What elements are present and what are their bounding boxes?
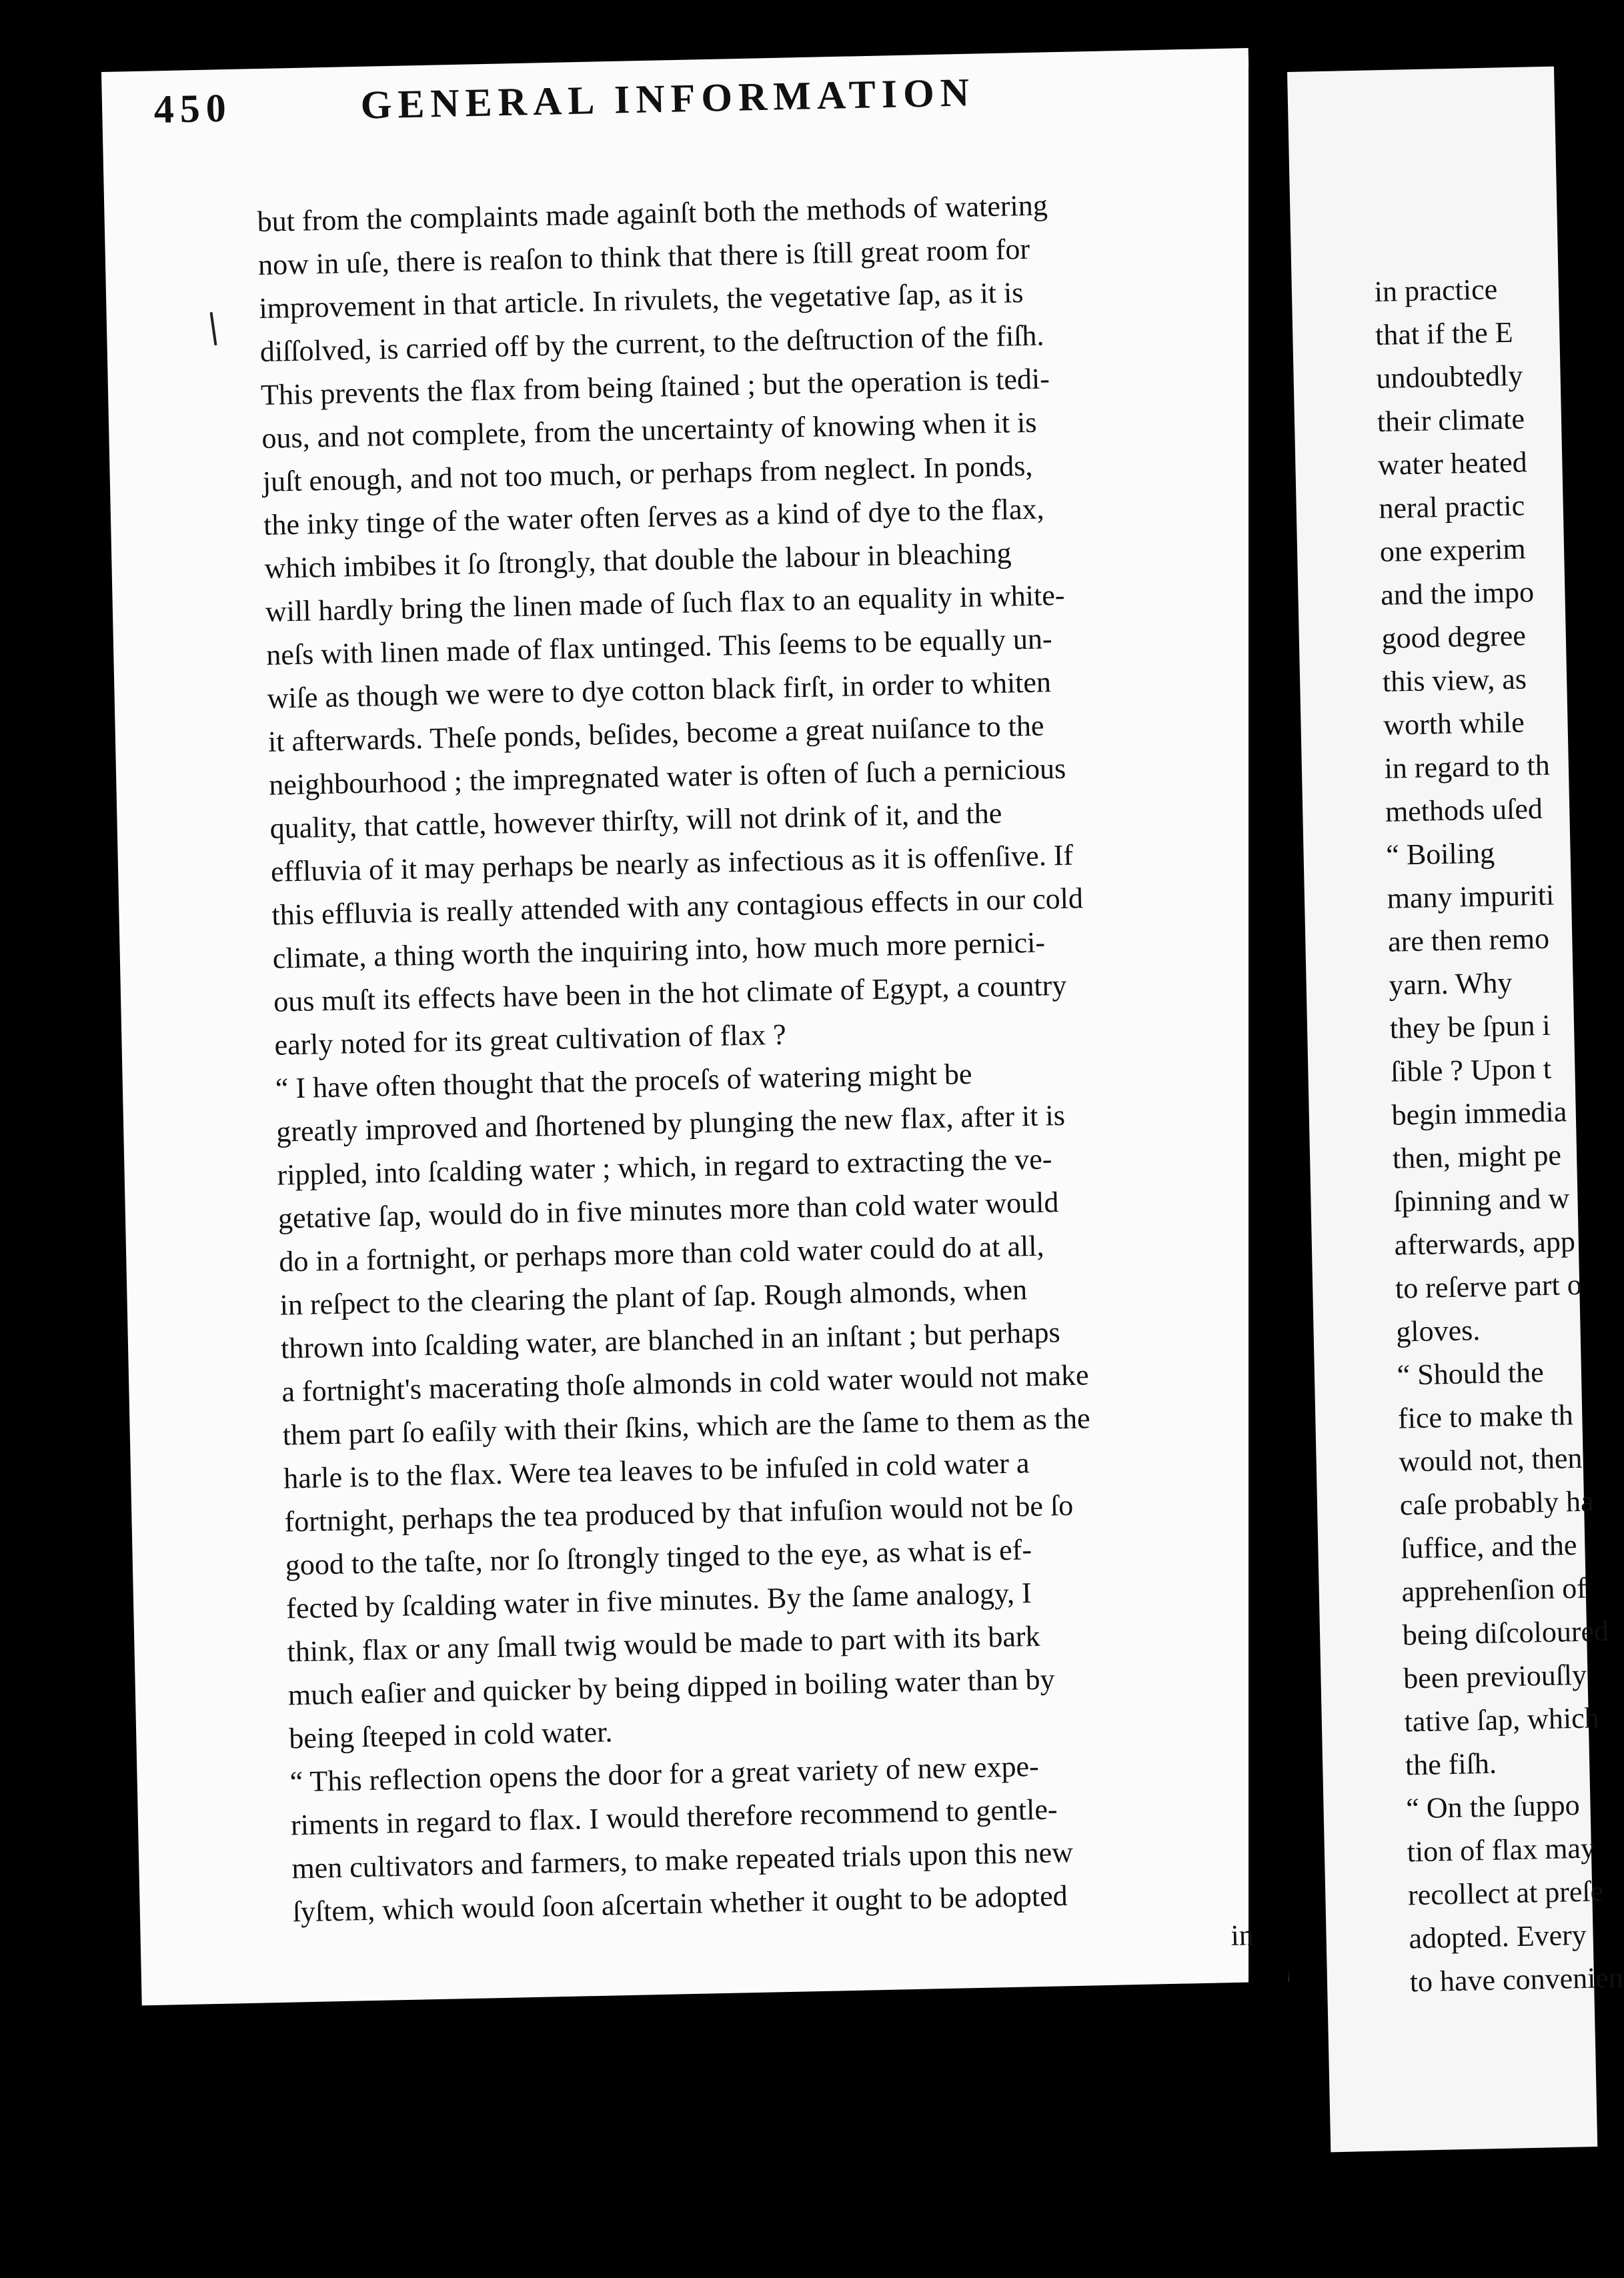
right-page-text [1374, 267, 1624, 2004]
text-line: riments in regard to flax. I would therefore recommend to gentle- [290, 1793, 1058, 1842]
text-line: “ I have often thought that the proceſs of watering might be [275, 1057, 972, 1105]
text-line: juſt enough, and not too much, or perhaps from neglect. In ponds, [262, 449, 1033, 498]
text-line: effluvia of it may perhaps be nearly as infectious as it is offenſive. If [270, 838, 1074, 888]
text-line: to reſerve part o [1395, 1268, 1583, 1305]
text-line: will hardly bring the linen made of ſuch flax to an equality in white- [265, 578, 1065, 628]
running-head-title: GENERAL INFORMATION [359, 70, 976, 127]
text-line: ſible ? Upon t [1390, 1052, 1552, 1088]
text-line: neighbourhood ; the impregnated water is often of ſuch a pernicious [268, 752, 1066, 802]
text-line: are then remo [1387, 922, 1550, 958]
text-line: would not, then [1398, 1441, 1583, 1478]
text-line: This prevents the flax from being ſtained ; but the operation is tedi- [260, 362, 1050, 411]
text-line: good degree [1381, 619, 1527, 655]
text-line: begin immedia [1391, 1095, 1567, 1132]
text-line: much eaſier and quicker by being dipped in boiling water than by [287, 1662, 1056, 1712]
text-line: their climate [1377, 402, 1525, 438]
text-line: one experim [1379, 532, 1527, 568]
text-line: tion of flax may [1407, 1831, 1596, 1869]
text-line: neſs with linen made of flax untinged. This ſeems to be equally un- [265, 622, 1052, 672]
text-line: them part ſo eaſily with their ſkins, which are the ſame to them as the [282, 1402, 1090, 1452]
text-line: climate, a thing worth the inquiring into, how much more pernici- [272, 926, 1046, 975]
text-line: caſe probably ha [1399, 1484, 1594, 1522]
text-line: do in a fortnight, or perhaps more than cold water could do at all, [278, 1229, 1044, 1278]
left-page-text [257, 179, 1267, 1977]
text-line: now in uſe, there is reaſon to think that there is ſtill great room for [257, 232, 1030, 281]
text-line: ſyſtem, which would ſoon aſcertain whether it ought to be adopted [292, 1879, 1068, 1929]
text-line: “ On the ſuppo [1405, 1789, 1581, 1825]
text-line: afterwards, app [1394, 1225, 1576, 1262]
text-line: that if the E [1375, 315, 1514, 351]
text-line: tative ſap, which [1404, 1701, 1600, 1739]
text-line: then, might pe [1392, 1138, 1562, 1175]
text-line: the inky tinge of the water often ſerves as a kind of dye to the flax, [263, 492, 1044, 541]
text-line: harle is to the flax. Were tea leaves to be infuſed in cold water a [283, 1446, 1030, 1495]
text-line: fortnight, perhaps the tea produced by that infuſion would not be ſo [284, 1488, 1074, 1538]
page-number: 450 [153, 85, 233, 131]
text-line: good to the taſte, nor ſo ſtrongly tinged to the eye, as what is ef- [285, 1533, 1032, 1582]
text-line: early noted for its great cultivation of flax ? [274, 1018, 787, 1062]
text-line: “ This reflection opens the door for a great variety of new expe- [289, 1749, 1040, 1799]
text-line: to have convenien [1409, 1961, 1624, 1999]
text-line: recollect at preſe [1407, 1875, 1604, 1912]
text-line: quality, that cattle, however thirſty, will not drink of it, and the [269, 796, 1002, 845]
text-line: many impuriti [1387, 878, 1555, 915]
text-line: adopted. Every [1408, 1918, 1587, 1955]
text-line: rippled, into ſcalding water ; which, in regard to extracting the ve- [277, 1142, 1052, 1192]
text-line: it afterwards. Theſe ponds, beſides, become a great nuiſance to the [267, 709, 1044, 758]
text-line: in practice [1374, 273, 1498, 308]
catchword: in [1231, 1919, 1255, 1952]
text-line: ſpinning and w [1393, 1182, 1570, 1218]
text-line: think, flax or any ſmall twig would be made to part with its bark [287, 1619, 1040, 1668]
text-line: “ Boiling [1385, 836, 1495, 872]
text-line: apprehenſion of [1401, 1571, 1587, 1608]
text-line: which imbibes it ſo ſtrongly, that double the labour in bleaching [264, 536, 1012, 585]
text-line: getative ſap, would do in five minutes more than cold water would [277, 1186, 1059, 1235]
text-line: wiſe as though we were to dye cotton black firſt, in order to whiten [267, 666, 1052, 715]
text-line: diſſolved, is carried off by the current, to the deſtruction of the fiſh. [259, 319, 1044, 368]
text-line: a fortnight's macerating thoſe almonds in cold water would not make [281, 1358, 1089, 1408]
text-line: being diſcoloured [1402, 1614, 1609, 1652]
text-line: ous, and not complete, from the uncertainty of knowing when it is [261, 405, 1037, 455]
text-line: methods uſed [1385, 792, 1543, 828]
text-line: but from the complaints made againſt both the methods of watering [257, 189, 1048, 238]
text-line: ous muſt its effects have been in the hot climate of Egypt, a country [273, 968, 1067, 1018]
text-line: this view, as [1382, 662, 1527, 698]
text-line: neral practic [1378, 489, 1525, 525]
text-line: fice to make th [1397, 1398, 1574, 1435]
text-line: and the impo [1380, 576, 1535, 612]
text-line: being ſteeped in cold water. [288, 1715, 613, 1755]
text-line: greatly improved and ſhortened by plunging the new flax, after it is [275, 1098, 1066, 1148]
text-line: water heated [1377, 445, 1528, 481]
text-line: the fiſh. [1405, 1747, 1497, 1782]
text-line: gloves. [1395, 1314, 1481, 1348]
text-line: been previouſly [1403, 1658, 1587, 1695]
text-line: in regard to th [1384, 748, 1551, 785]
text-line: they be ſpun i [1389, 1008, 1551, 1045]
text-line: in reſpect to the clearing the plant of ſap. Rough almonds, when [279, 1273, 1028, 1322]
text-line: “ Should the [1397, 1356, 1545, 1392]
text-line: improvement in that article. In rivulets, the vegetative ſap, as it is [258, 275, 1024, 325]
text-line: this effluvia is really attended with any contagious effects in our cold [271, 882, 1084, 932]
text-line: yarn. Why [1388, 966, 1513, 1002]
text-line: men cultivators and farmers, to make repeated trials upon this new [291, 1835, 1074, 1885]
text-line: ſuffice, and the [1400, 1528, 1577, 1565]
text-line: fected by ſcalding water in five minutes. By the ſame analogy, I [285, 1576, 1032, 1625]
text-line: undoubtedly [1375, 359, 1523, 395]
text-line: thrown into ſcalding water, are blanched in an inſtant ; but perhaps [280, 1316, 1061, 1365]
text-line: worth while [1383, 706, 1525, 742]
